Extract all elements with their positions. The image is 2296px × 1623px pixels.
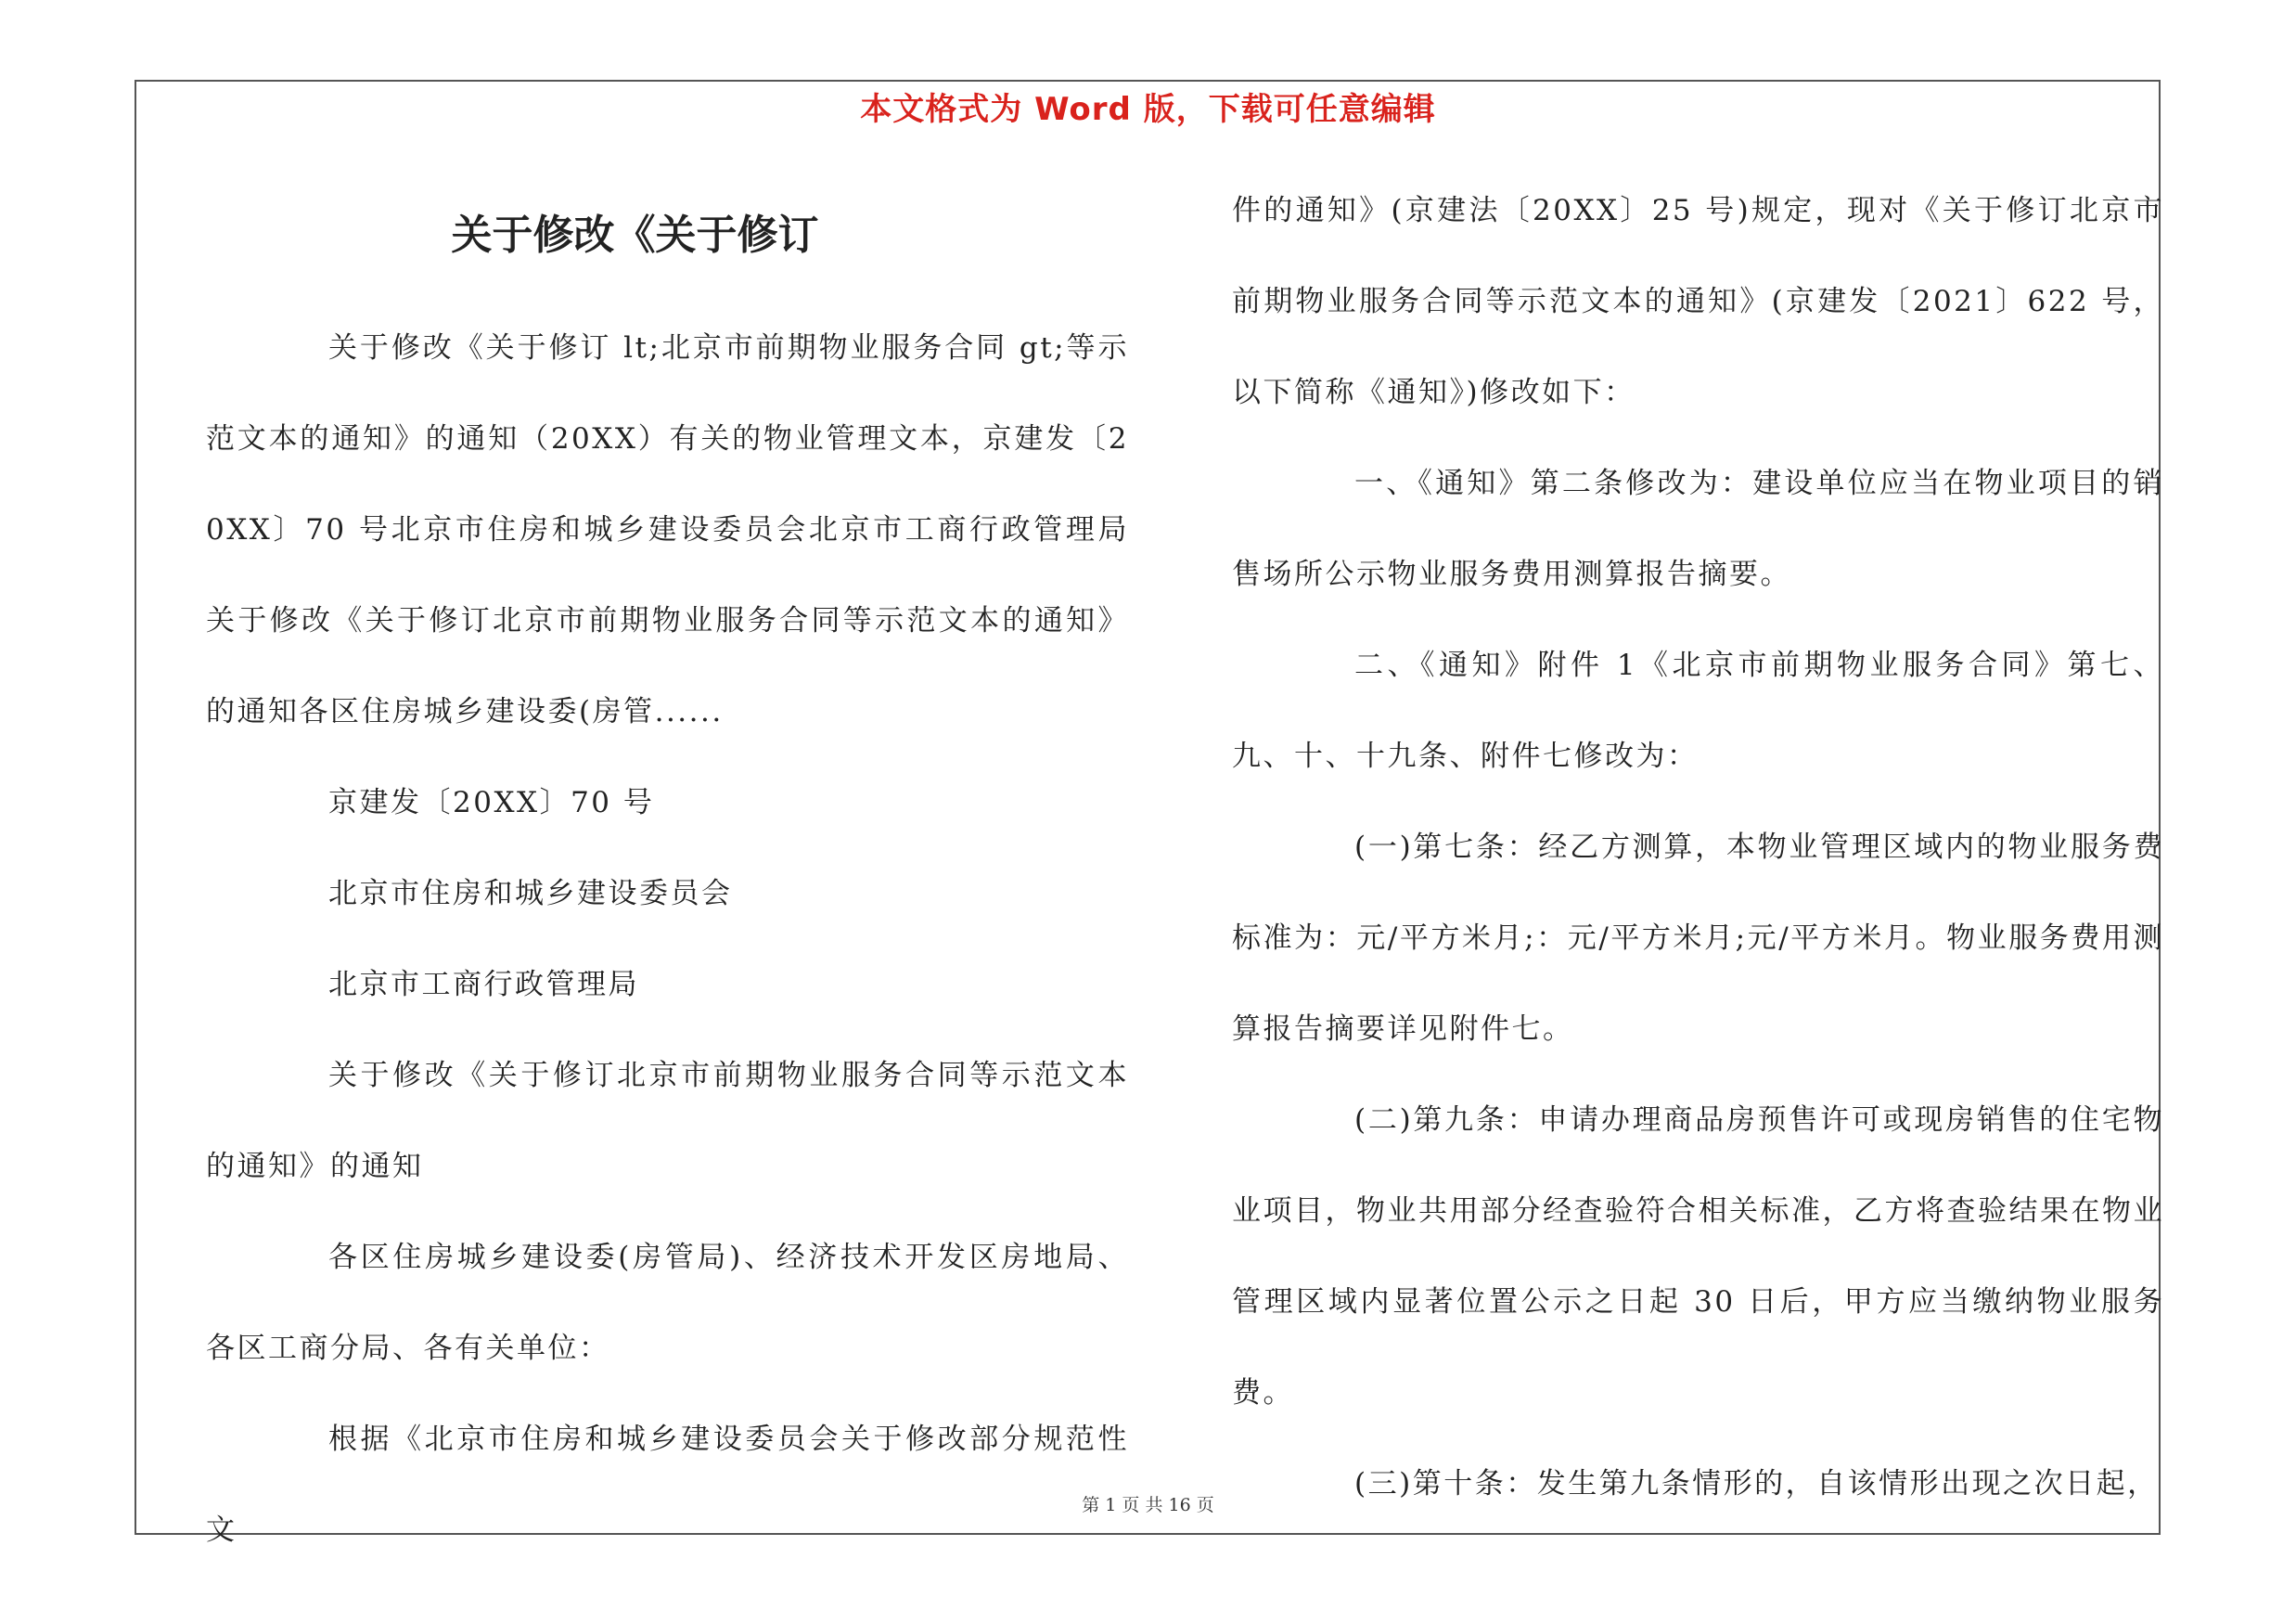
paragraph: (三)第十条：发生第九条情形的，自该情形出现之次日起， xyxy=(1354,1467,2159,1501)
page-number-footer: 第 1 页 共 16 页 xyxy=(1082,1495,1214,1515)
paragraph: 件的通知》(京建法〔20XX〕25 号)规定，现对《关于修订北京市前期物业服务合同等示范文本的通知》(京建发〔2021〕622 号，以下简称《通知》)修改如下： xyxy=(1232,194,2164,409)
left-column-text xyxy=(206,303,1129,1576)
paragraph: 二、《通知》附件 1《北京市前期物业服务合同》第七、九、十、十九条、附件七修改为： xyxy=(1232,649,2164,773)
paragraph: 北京市住房和城乡建设委员会 xyxy=(328,877,733,910)
paragraph: (二)第九条：申请办理商品房预售许可或现房销售的住宅物业项目，物业共用部分经查验符合相关标准，乙方将查验结果在物业管理区域内显著位置公示之日起 30 日后，甲方应当缴纳物业服务费。 xyxy=(1232,1103,2164,1410)
right-column-text xyxy=(1232,165,2164,1529)
paragraph: 关于修改《关于修订 lt;北京市前期物业服务合同 gt;等示范文本的通知》的通知（20XX）有关的物业管理文本，京建发〔20XX〕70 号北京市住房和城乡建设委员会北京市工商行政管理局关于修改《关于修订北京市前期物业服务合同等示范文本的通知》的通知各区住房城乡建设委(房管...... xyxy=(206,331,1129,728)
paragraph: 根据《北京市住房和城乡建设委员会关于修改部分规范性文 xyxy=(206,1423,1129,1547)
paragraph: 京建发〔20XX〕70 号 xyxy=(328,786,655,819)
paragraph: 北京市工商行政管理局 xyxy=(328,968,639,1001)
paragraph: 一、《通知》第二条修改为：建设单位应当在物业项目的销售场所公示物业服务费用测算报告摘要。 xyxy=(1232,467,2164,591)
document-title: 关于修改《关于修订 xyxy=(451,212,819,259)
format-banner: 本文格式为 Word 版，下载可任意编辑 xyxy=(860,91,1436,128)
paragraph: (一)第七条：经乙方测算，本物业管理区域内的物业服务费标准为：元/平方米月;：元/平方米月;元/平方米月。物业服务费用测算报告摘要详见附件七。 xyxy=(1232,831,2164,1046)
paragraph: 各区住房城乡建设委(房管局)、经济技术开发区房地局、各区工商分局、各有关单位： xyxy=(206,1241,1129,1365)
paragraph: 关于修改《关于修订北京市前期物业服务合同等示范文本的通知》的通知 xyxy=(206,1059,1129,1183)
